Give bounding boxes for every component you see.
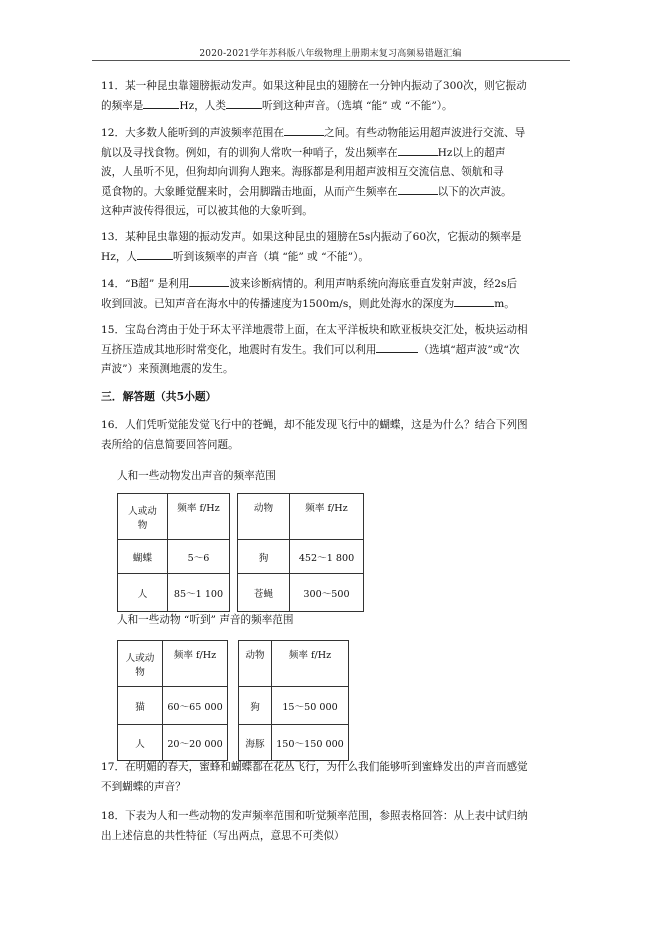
q12-line5: 这种声波传得很远，可以被其他的大象听到。 xyxy=(101,205,313,218)
table-cell: 人 xyxy=(118,574,168,612)
q14-text: 14．“B超” 是利用 xyxy=(101,278,190,290)
question-12 xyxy=(101,124,571,222)
table-row xyxy=(118,540,364,574)
q11-line1: 11．某一种昆虫靠翅膀振动发声。如果这种昆虫的翅膀在一分钟内振动了300次，则它振动 xyxy=(101,80,527,92)
question-14 xyxy=(101,275,571,314)
question-15 xyxy=(101,321,571,380)
header-cell: 动物 xyxy=(239,641,272,687)
answer-blank[interactable] xyxy=(398,183,438,195)
q14-line2 xyxy=(101,295,571,315)
q12-text: 觅食物的。大象睡觉醒来时，会用脚踹击地面，从而产生频率在 xyxy=(101,185,398,198)
q12-text: 航以及寻找食物。例如，有的训狗人常吹一种哨子，发出频率在 xyxy=(101,146,398,159)
q16-line1: 16．人们凭听觉能发觉飞行中的苍蝇，却不能发现飞行中的蝴蝶，这是为什么？结合下列图 xyxy=(101,419,528,431)
q17-line1: 17．在明媚的春天，蜜蜂和蝴蝶都在花丛飞行，为什么我们能够听到蜜蜂发出的声音而感觉 xyxy=(101,761,528,773)
table-cell: 20～20 000 xyxy=(163,725,228,761)
q18-line2: 出上述信息的共性特征（写出两点，意思不可类似） xyxy=(101,829,345,842)
question-18 xyxy=(101,807,571,846)
q18-line1: 18．下表为人和一些动物的发声频率范围和听觉频率范围，参照表格回答：从上表中试归纳 xyxy=(101,810,528,822)
table-cell: 狗 xyxy=(238,540,290,574)
q12-text: 12．大多数人能听到的声波频率范围在 xyxy=(101,127,284,139)
section-heading: 三．解答题（共5小题） xyxy=(101,390,217,403)
q12-text: 以下的次声波。 xyxy=(437,185,512,198)
table-cell: 85～1 100 xyxy=(168,574,230,612)
table-cell: 60～65 000 xyxy=(163,687,228,725)
q11-line2 xyxy=(101,97,571,117)
table-cell: 蝴蝶 xyxy=(118,540,168,574)
question-16 xyxy=(101,416,571,455)
header-text: 人或动 xyxy=(125,652,155,664)
table-cell: 5～6 xyxy=(168,540,230,574)
header-text: 物 xyxy=(137,519,148,531)
q13-text: 听到该频率的声音（填 “能” 或 “不能”）。 xyxy=(173,250,369,263)
table-cell: 300～500 xyxy=(290,574,364,612)
q14-line1 xyxy=(101,275,571,295)
answer-blank[interactable] xyxy=(454,295,494,307)
q12-line3: 波，人虽听不见，但狗却向训狗人跑来。海豚都是利用超声波相互交流信息、领航和寻 xyxy=(101,166,504,179)
table-cell: 15～50 000 xyxy=(272,687,349,725)
table-gap xyxy=(230,494,238,540)
q15-line3: 声波”）来预测地震的发生。 xyxy=(101,363,234,376)
header-cell xyxy=(118,494,168,540)
q14-text: 波来诊断病情的。利用声呐系统向海底垂直发射声波，经2s后 xyxy=(229,278,518,290)
question-11 xyxy=(101,77,571,116)
header-cell: 频率 f/Hz xyxy=(168,494,230,540)
q17-line2: 不到蝴蝶的声音？ xyxy=(101,780,186,793)
q12-line2 xyxy=(101,144,571,164)
table-gap xyxy=(228,641,239,687)
table-row xyxy=(118,574,364,612)
q15-text: （选填“超声波”或“次 xyxy=(418,343,520,356)
table-cell: 苍蝇 xyxy=(238,574,290,612)
header-divider xyxy=(92,60,570,61)
q11-text: 听到这种声音。（选填 “能” 或 “不能”）。 xyxy=(261,99,453,112)
q15-text: 互挤压造成其地形时常变化，地震时有发生。我们可以利用 xyxy=(101,343,377,356)
table-gap xyxy=(230,540,238,574)
table-cell: 人 xyxy=(118,725,163,761)
page-header: 2020-2021学年苏科版八年级物理上册期末复习高频易错题汇编 xyxy=(199,49,462,59)
header-cell: 频率 f/Hz xyxy=(163,641,228,687)
answer-blank[interactable] xyxy=(284,124,324,136)
header-cell: 动物 xyxy=(238,494,290,540)
q13-line1: 13．某种昆虫靠翅的振动发声。如果这种昆虫的翅膀在5s内振动了60次，它振动的频率是 xyxy=(101,231,522,243)
q11-text: 的频率是 xyxy=(101,99,144,112)
table-row xyxy=(118,687,349,725)
answer-blank[interactable] xyxy=(189,275,229,287)
table-row xyxy=(118,725,349,761)
header-cell: 频率 f/Hz xyxy=(272,641,349,687)
answer-blank[interactable] xyxy=(143,97,179,109)
table2-caption: 人和一些动物 “听到” 声音的频率范围 xyxy=(117,614,294,626)
answer-blank[interactable] xyxy=(226,97,262,109)
table-gap xyxy=(228,687,239,725)
table-sound-production xyxy=(117,493,364,612)
table-header-row xyxy=(118,494,364,540)
q12-line1 xyxy=(101,124,571,144)
q15-line1: 15．宝岛台湾由于处于环太平洋地震带上面，在太平洋板块和欧亚板块交汇处，板块运动相 xyxy=(101,324,528,336)
table-sound-hearing xyxy=(117,640,349,761)
answer-blank[interactable] xyxy=(398,144,438,156)
header-cell: 频率 f/Hz xyxy=(290,494,364,540)
q12-text: Hz以上的超声 xyxy=(437,146,506,159)
q15-line2 xyxy=(101,341,571,361)
answer-blank[interactable] xyxy=(376,341,418,353)
table-gap xyxy=(230,574,238,612)
header-cell xyxy=(118,641,163,687)
q11-text: Hz，人类 xyxy=(179,99,226,112)
question-13 xyxy=(101,228,571,267)
question-17 xyxy=(101,758,571,797)
header-text: 人或动 xyxy=(128,505,157,517)
q12-line4 xyxy=(101,183,571,203)
table-cell: 150～150 000 xyxy=(272,725,349,761)
table-cell: 猫 xyxy=(118,687,163,725)
q14-text: 收到回波。已知声音在海水中的传播速度为1500m/s，则此处海水的深度为 xyxy=(101,297,455,310)
q12-text: 之间。有些动物能运用超声波进行交流、导 xyxy=(323,127,526,139)
table-cell: 海豚 xyxy=(239,725,272,761)
table1-caption: 人和一些动物发出声音的频率范围 xyxy=(117,470,276,482)
q13-line2 xyxy=(101,248,571,268)
table-header-row xyxy=(118,641,349,687)
q13-text: Hz，人 xyxy=(101,250,138,263)
q16-line2: 表所给的信息简要回答问题。 xyxy=(101,438,239,451)
answer-blank[interactable] xyxy=(137,248,173,260)
table-cell: 452～1 800 xyxy=(290,540,364,574)
q14-text: m。 xyxy=(494,297,515,310)
table-cell: 狗 xyxy=(239,687,272,725)
table-gap xyxy=(228,725,239,761)
header-text: 物 xyxy=(135,666,145,678)
